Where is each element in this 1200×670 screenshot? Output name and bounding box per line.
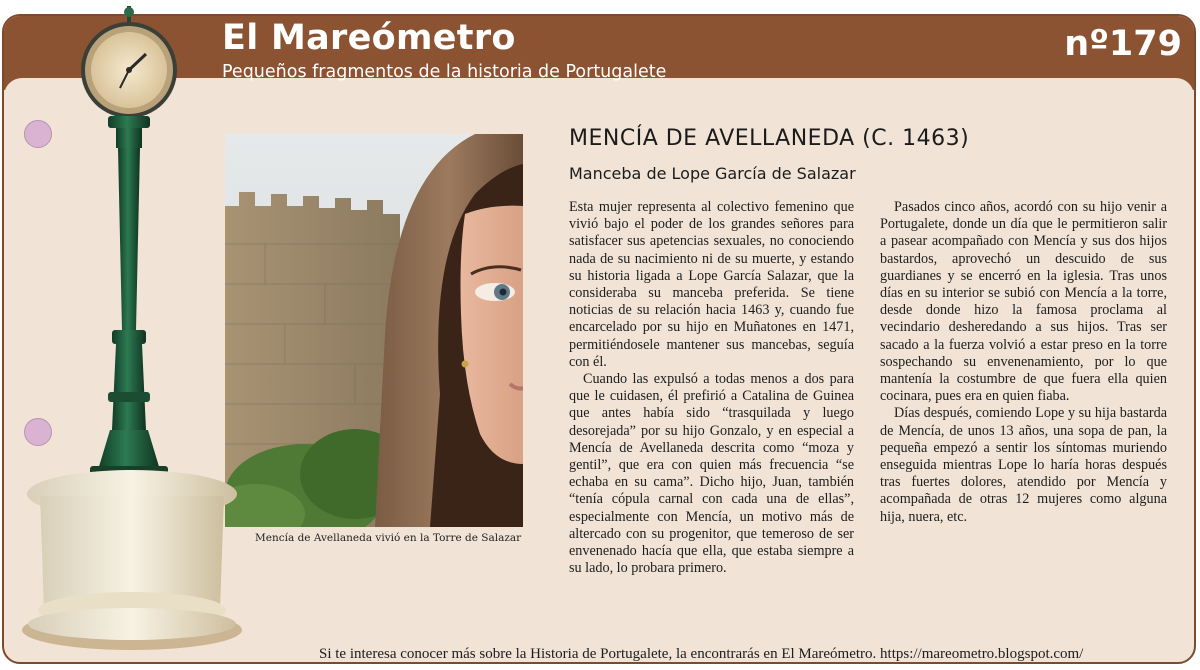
illustration-svg <box>225 134 523 527</box>
article-column-left <box>569 199 854 577</box>
magazine-subtitle: Pequeños fragmentos de la historia de Portugalete <box>222 62 667 82</box>
figure-caption: Mencía de Avellaneda vivió en la Torre de Salazar <box>255 532 522 544</box>
clock-icon <box>81 22 177 118</box>
article-title: MENCÍA DE AVELLANEDA (C. 1463) <box>569 126 970 151</box>
magazine-title: El Mareómetro <box>222 18 516 58</box>
article-illustration <box>225 134 523 527</box>
article-paragraph: Esta mujer representa al colectivo femenino que vivió bajo el poder de los grandes señores para satisfacer sus apetencias sexuales, no conociendo nada de su nacimiento ni de su muerte, y estando su historia ligada a Lope García Salazar, que la consideraba su manceba preferida. Se tiene noticias de su relación hacia 1463 y, cuando fue encarcelado por su hijo en Muñatones en 1471, permitiéndosele mantener sus mancebas, seguía con él. <box>569 199 854 370</box>
footer-note: Si te interesa conocer más sobre la Historia de Portugalete, la encontrarás en El Mareómetro. https://mareometro.blogspot.com/ <box>319 646 1084 662</box>
article-column-right <box>880 199 1167 526</box>
clock-lamppost-illustration <box>20 0 250 650</box>
article-paragraph: Días después, comiendo Lope y su hija bastarda de Mencía, de unos 13 años, una sopa de pan, la pequeña empezó a sentir los síntomas muriendo enseguida mientras Lope lo haría horas después tras fuertes dolores, atendido por Mencía y acompañada de otras 12 mujeres como alguna hija, nuera, etc. <box>880 405 1167 525</box>
article-paragraph: Pasados cinco años, acordó con su hijo venir a Portugalete, donde un día que le permitieron salir a pasear acompañado con Mencía y sus dos hijos bastardos, aprovechó un descuido de sus guardianes y se encerró en la iglesia. Tras unos días en su interior se subió con Mencía a la torre, desde donde hizo la famosa proclama al vecindario desheredando a sus hijos. Tras ser sacado a la fuerza volvió a estar preso en la torre sospechando su envenenamiento, por lo que mantenía la costumbre de que fuera ella quien cocinara, pues era en quien fiaba. <box>880 199 1167 405</box>
issue-number: nº179 <box>1064 24 1182 64</box>
article-subtitle: Manceba de Lope García de Salazar <box>569 164 856 183</box>
lamppost-finial <box>124 6 134 22</box>
article-paragraph: Cuando las expulsó a todas menos a dos para que le cuidasen, él prefirió a Catalina de Guinea que antes había sido “trasquilada y luego desorejada” por su hijo Gonzalo, y en especial a Mencía de Avellaneda descrita como “moza y gentil”, que era con quien más frecuencia “se echaba en su cama”. Dicho hijo, Juan, también “tenía cópula carnal con cada una de ellas”, especialmente con Mencía, un motivo más de altercado con su progenitor, que temeroso de ser envenenado hacía que ella, que estaba siempre a su lado, lo probara primero. <box>569 371 854 577</box>
stone-pedestal <box>22 470 242 650</box>
lamppost-pole <box>90 116 168 476</box>
